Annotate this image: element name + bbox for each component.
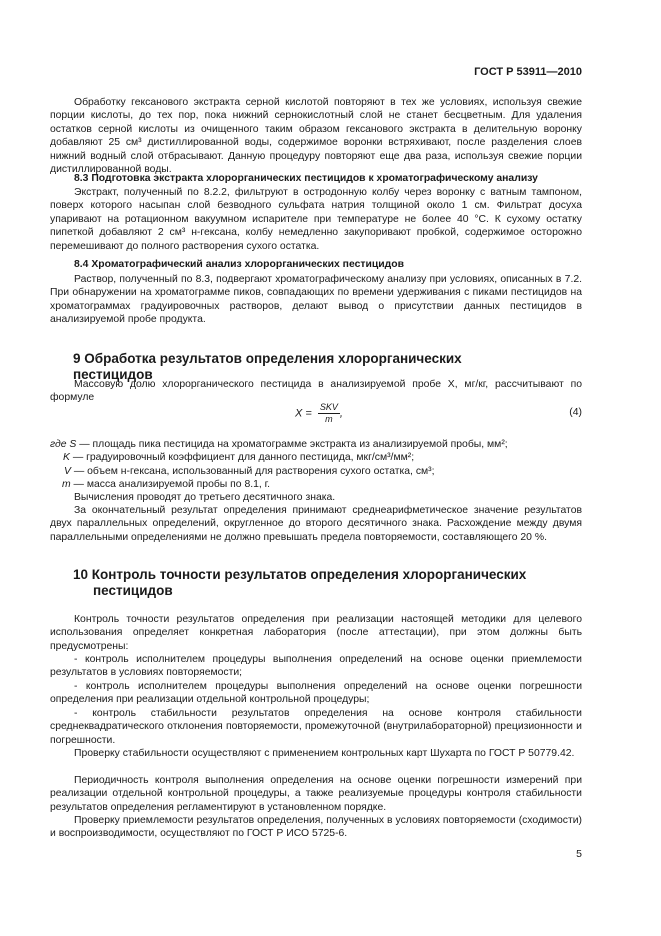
shewhart-check: Проверку стабильности осуществляют с применением контрольных карт Шухарта по ГОСТ Р 50779.42. bbox=[74, 748, 575, 759]
variable-definitions bbox=[50, 438, 582, 492]
section-8-4-title: 8.4 Хроматографический анализ хлорорганических пестицидов bbox=[74, 259, 404, 270]
definition-text: — объем н-гексана, использованный для растворения сухого остатка, см³; bbox=[70, 465, 435, 477]
section-9-intro: Массовую долю хлорорганического пестицида в анализируемой пробе X, мг/кг, рассчитывают по формуле bbox=[50, 379, 582, 404]
formula-fraction bbox=[318, 402, 340, 425]
final-result: За окончательный результат определения принимают среднеарифметическое значение результатов двух параллельных определений, округленное до второго десятичного знака. Расхождение между двумя параллельными определениями не должно превышать предела повторяемости, составляющего 20 %. bbox=[50, 505, 582, 543]
definition-text: — масса анализируемой пробы по 8.1, г. bbox=[70, 479, 271, 491]
formula-number: (4) bbox=[569, 407, 582, 418]
section-10-heading-line2: пестицидов bbox=[93, 583, 173, 598]
definition-symbol: где S bbox=[50, 439, 77, 450]
page-number: 5 bbox=[576, 848, 582, 860]
control-periodicity: Периодичность контроля выполнения определения на основе оценки погрешности измерений при реализации отдельной контрольной процедуры, а также реализуемые процедуры контроля стабильности результатов определения регламентируют в установленном порядке. bbox=[50, 775, 582, 813]
section-10-heading-line1: 10 Контроль точности результатов определения хлорорганических bbox=[73, 567, 527, 582]
section-9-heading: 9 Обработка результатов определения хлорорганических пестицидов bbox=[73, 351, 462, 382]
formula-numerator: SKV bbox=[319, 402, 338, 412]
definition-m bbox=[50, 478, 582, 491]
standard-header: ГОСТ Р 53911—2010 bbox=[474, 66, 582, 78]
control-item-3: - контроль стабильности результатов определения на основе контроля стабильности среднеквадратического отклонения повторяемости, промежуточной (внутрилабораторной) прецизионности и погрешности. bbox=[50, 708, 582, 746]
section-10-heading bbox=[73, 567, 543, 599]
section-8-3-text: Экстракт, полученный по 8.2.2, фильтруют в остродонную колбу через воронку с ватным тампоном, поверх которого насыпан слой безводного сульфата натрия толщиной около 1 см. Фильтрат досуха упаривают на ротационном вакуумном испарителе при температуре не более 40 °С. К сухому остатку пипеткой добавляют 2 см³ н-гексана, колбу немедленно закупоривают пробкой, содержимое осторожно перемешивают до полного растворения сухого остатка. bbox=[50, 187, 582, 252]
formula-4 bbox=[295, 402, 343, 425]
control-item-2: - контроль исполнителем процедуры выполнения определений на основе оценки погрешности определения при реализации отдельной контрольной процедуры; bbox=[50, 681, 582, 706]
definition-k bbox=[50, 451, 582, 464]
formula-denominator: m bbox=[325, 414, 333, 424]
intro-paragraph: Обработку гексанового экстракта серной кислотой повторяют в тех же условиях, используя свежие порции кислоты, до тех пор, пока нижний сернокислотный слой не станет бесцветным. Для удаления остатков серной кислоты из очищенного таким образом гексанового экстракта в делительную воронку добавляют 25 см³ дистиллированной воды, содержимое воронки встряхивают, после разделения слоев нижний водный слой отбрасывают. Данную процедуру повторяют еще два раза, используя свежие порции дистиллированной воды. bbox=[50, 97, 582, 176]
definition-v bbox=[50, 465, 582, 478]
control-item-1: - контроль исполнителем процедуры выполнения определений на основе оценки приемлемости результатов в условиях повторяемости; bbox=[50, 654, 582, 679]
definition-text: — площадь пика пестицида на хроматограмме экстракта из анализируемой пробы, мм²; bbox=[76, 439, 508, 450]
formula-tail: , bbox=[339, 407, 343, 420]
calc-precision: Вычисления проводят до третьего десятичного знака. bbox=[74, 492, 336, 503]
section-8-3-title: 8.3 Подготовка экстракта хлорорганических пестицидов к хроматографическому анализу bbox=[74, 173, 538, 184]
acceptability-check: Проверку приемлемости результатов определения, полученных в условиях повторяемости (сходимости) и воспроизводимости, осуществляют по ГОСТ Р ИСО 5725-6. bbox=[50, 815, 582, 840]
definition-text: — градуировочный коэффициент для данного пестицида, мкг/см³/мм²; bbox=[69, 452, 415, 464]
section-8-4-text: Раствор, полученный по 8.3, подвергают хроматографическому анализу при условиях, описанных в 7.2. При обнаружении на хроматограмме пиков, совпадающих по времени удерживания с пиками пестицидов на хроматограммах градуировочных растворов, делают вывод о присутствии данных пестицидов в анализируемой пробе продукта. bbox=[50, 274, 582, 326]
definition-s bbox=[50, 438, 582, 451]
definition-symbol: m bbox=[62, 479, 71, 491]
definition-symbol: V bbox=[64, 465, 71, 477]
formula-lhs: X = bbox=[295, 407, 312, 420]
definition-symbol: K bbox=[63, 452, 70, 464]
section-10-intro: Контроль точности результатов определения при реализации настоящей методики для целевого использования определяет конкретная лаборатория (после аттестации), при этом должны быть предусмотрены: bbox=[50, 614, 582, 652]
